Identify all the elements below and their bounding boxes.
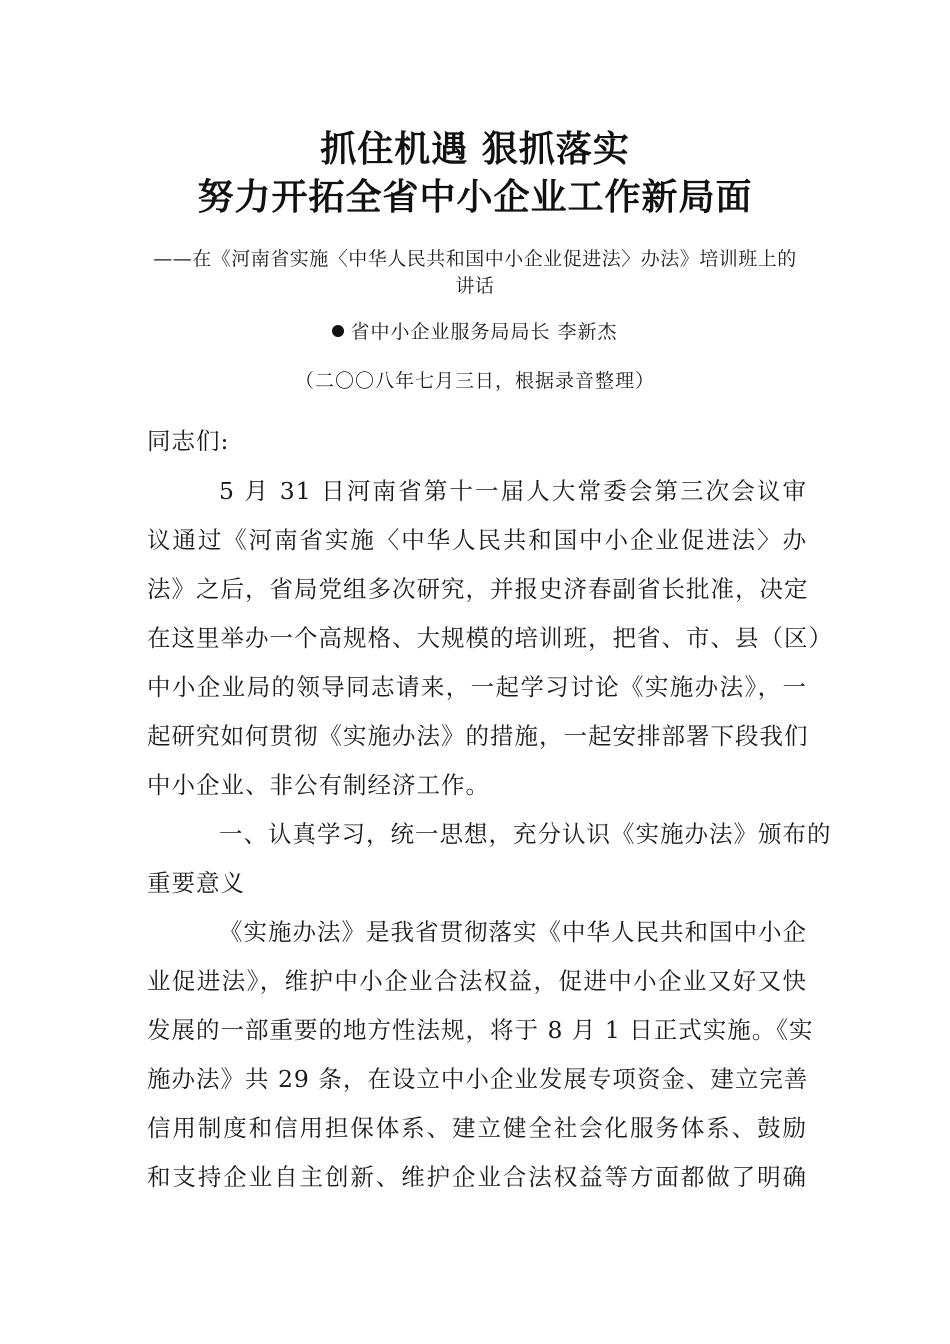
paragraph-line: 5 月 31 日河南省第十一届人大常委会第三次会议审	[219, 477, 807, 505]
paragraph-1	[147, 467, 833, 810]
heading-line: 重要意义	[147, 869, 245, 897]
greeting-text: 同志们:	[147, 427, 230, 455]
section-heading-1	[147, 810, 832, 908]
paragraph-line: 施办法》共 29 条，在设立中小企业发展专项资金、建立完善	[147, 1065, 809, 1093]
paragraph-line: 发展的一部重要的地方性法规，将于 8 月 1 日正式实施。《实	[147, 1016, 814, 1044]
paragraph-line: 中小企业、非公有制经济工作。	[147, 771, 490, 799]
paragraph-line: 业促进法》，维护中小企业合法权益，促进中小企业又好又快	[147, 967, 807, 995]
paragraph-line: 法》之后，省局党组多次研究，并报史济春副省长批准，决定	[147, 575, 809, 603]
document-subtitle: ——在《河南省实施〈中华人民共和国中小企业促进法〉办法》培训班上的讲话	[153, 248, 797, 297]
paragraph-line: 在这里举办一个高规格、大规模的培训班，把省、市、县（区）	[147, 624, 833, 652]
heading-line: 一、认真学习，统一思想，充分认识《实施办法》颁布的	[219, 820, 832, 848]
document-title-line-1: 抓住机遇 狠抓落实	[320, 129, 630, 170]
paragraph-line: 中小企业局的领导同志请来，一起学习讨论《实施办法》，一	[147, 673, 807, 701]
paragraph-line: 起研究如何贯彻《实施办法》的措施，一起安排部署下段我们	[147, 722, 809, 750]
paragraph-2	[147, 908, 814, 1202]
paragraph-line: 议通过《河南省实施〈中华人民共和国中小企业促进法〉办	[147, 526, 807, 554]
bullet-icon	[332, 325, 344, 337]
author-line	[0, 318, 950, 346]
paragraph-line: 《实施办法》是我省贯彻落实《中华人民共和国中小企	[219, 918, 807, 946]
author-name: 省中小企业服务局局长 李新杰	[350, 321, 618, 343]
document-title-line-2: 努力开拓全省中小企业工作新局面	[197, 177, 753, 218]
paragraph-line: 信用制度和信用担保体系、建立健全社会化服务体系、鼓励	[147, 1114, 807, 1142]
greeting	[147, 417, 807, 466]
paragraph-line: 和支持企业自主创新、维护企业合法权益等方面都做了明确	[147, 1163, 807, 1191]
date-note: （二〇〇八年七月三日，根据录音整理）	[294, 370, 655, 392]
